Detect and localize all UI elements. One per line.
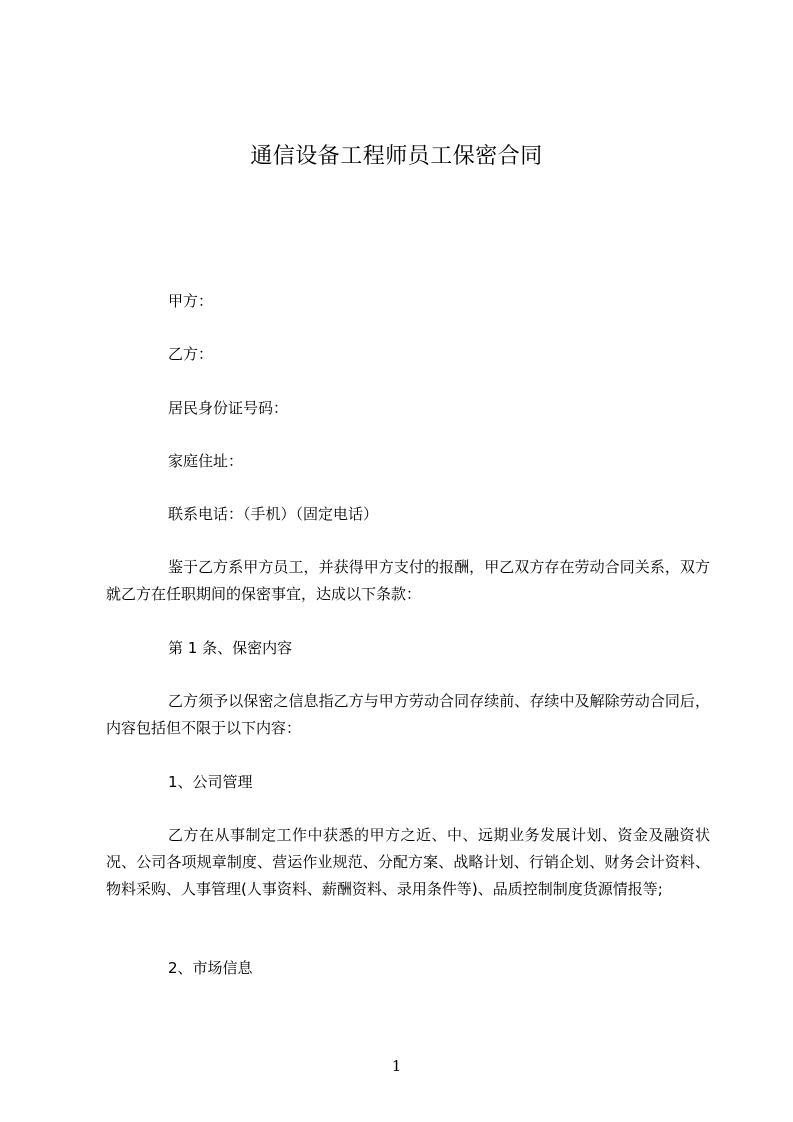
- article-1-intro-paragraph: 乙方须予以保密之信息指乙方与甲方劳动合同存续前、存续中及解除劳动合同后，内容包括但不限于以下内容：: [106, 692, 710, 737]
- phone-label: 联系电话：（手机）（固定电话）: [168, 505, 379, 523]
- party-a-label: 甲方：: [168, 292, 214, 310]
- preamble-paragraph: 鉴于乙方系甲方员工，并获得甲方支付的报酬，甲乙双方存在劳动合同关系，双方就乙方在任职期间的保密事宜，达成以下条款：: [106, 558, 710, 603]
- party-b-label: 乙方：: [168, 345, 214, 363]
- home-address-label: 家庭住址：: [168, 452, 244, 470]
- id-number-label: 居民身份证号码：: [168, 399, 289, 417]
- document-title: 通信设备工程师员工保密合同: [250, 144, 543, 169]
- item-2-heading: 2、市场信息: [168, 959, 253, 977]
- page-number: 1: [391, 1057, 402, 1075]
- item-1-heading: 1、公司管理: [168, 773, 253, 791]
- item-1-body-paragraph: 乙方在从事制定工作中获悉的甲方之近、中、远期业务发展计划、资金及融资状况、公司各项规章制度、营运作业规范、分配方案、战略计划、行销企划、财务会计资料、物料采购、人事管理(人事资料、薪酬资料、录用条件等)、品质控制制度货源情报等;: [106, 826, 710, 898]
- article-1-heading: 第 1 条、保密内容: [168, 639, 293, 657]
